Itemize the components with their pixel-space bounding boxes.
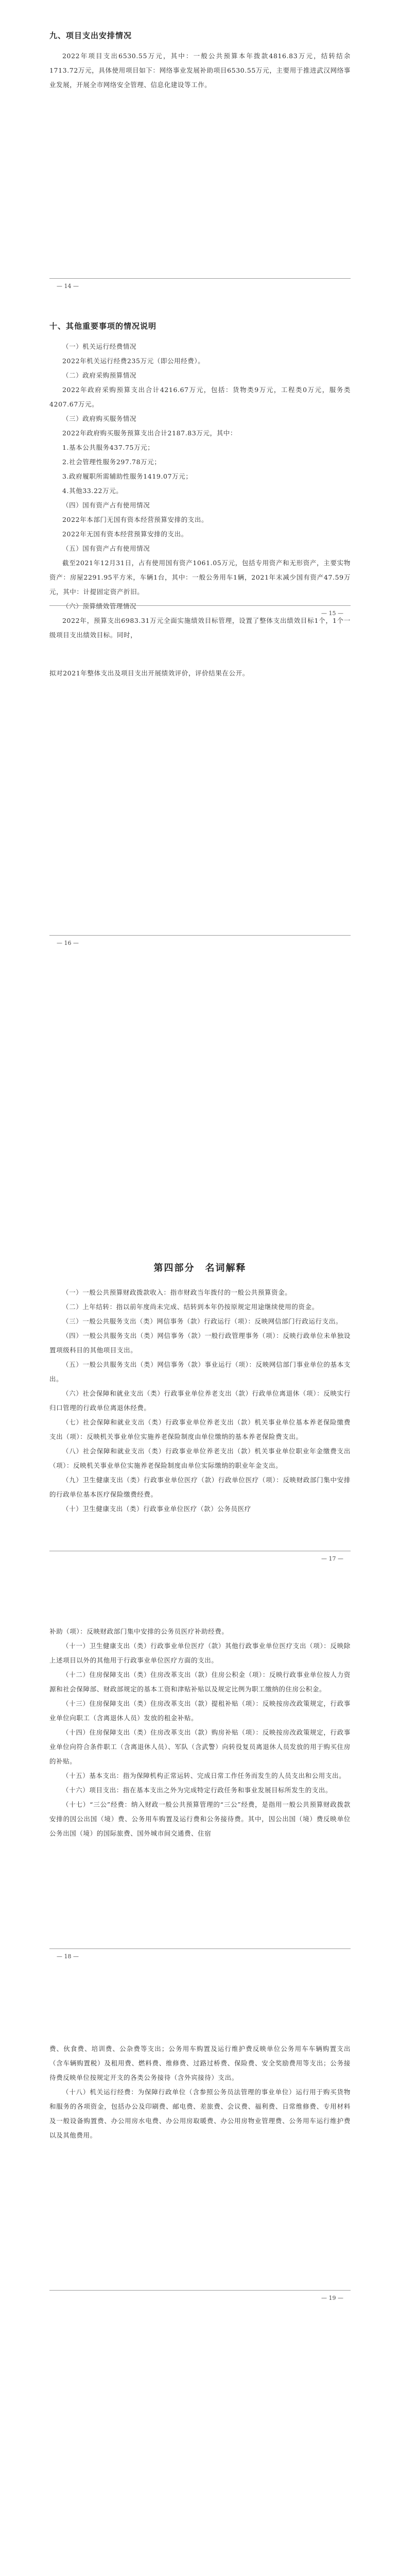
paragraph: （十一）卫生健康支出（类）行政事业单位医疗（款）其他行政事业单位医疗支出（项）：反映除上述项目以外的其他用于行政事业单位医疗方面的支出。 — [49, 1642, 351, 1664]
paragraph: 补助（项）：反映财政部门集中安排的公务员医疗补助经费。 — [49, 1628, 229, 1635]
paragraph: （一）一般公共预算财政拨款收入：指市财政当年拨付的一般公共预算资金。 — [62, 1289, 292, 1296]
page-footer-17 — [49, 1551, 351, 1563]
paragraph: （五）国有资产占有使用情况 — [62, 545, 150, 552]
paragraph: 2022年政府采购预算支出合计4216.67万元，包括：货物类9万元，工程类0万元，服务类4207.67万元。 — [49, 386, 351, 408]
paragraph: （十）卫生健康支出（类）行政事业单位医疗（款）公务员医疗 — [62, 1505, 251, 1513]
paragraph: （六）社会保障和就业支出（类）行政事业单位养老支出（款）行政单位离退休（项）：反映实行归口管理的行政单位离退休经费。 — [49, 1389, 351, 1412]
part-title-glossary: 第四部分 名词解释 — [153, 1263, 247, 1274]
paragraph: 2022年项目支出6530.55万元，其中：一般公共预算本年拨款4816.83万元，结转结余1713.72万元，具体使用项目如下：网络事业发展补助项目6530.55万元，主要用于推进武汉网络事业发展，开展全市网络安全管理、信息化建设等工作。 — [49, 52, 351, 89]
paragraph: （二）上年结转：指以前年度尚未完成、结转到本年仍按原规定用途继续使用的资金。 — [62, 1303, 319, 1311]
paragraph: （四）国有资产占有使用情况 — [62, 501, 150, 509]
document-page-16 — [0, 662, 400, 930]
page-footer-18 — [49, 1948, 351, 1960]
paragraph: （三）一般公共服务支出（类）网信事务（款）行政运行（项）：反映网信部门行政运行支出。 — [62, 1317, 342, 1325]
paragraph: （一）机关运行经费情况 — [62, 343, 137, 350]
document-page-17 — [0, 1255, 400, 1543]
paragraph: （四）一般公共服务支出（类）网信事务（款）一般行政管理事务（项）：反映行政单位未单独设置项级科目的其他项目支出。 — [49, 1332, 351, 1354]
page-number: — 15 — — [321, 610, 343, 617]
paragraph: （三）政府购买服务情况 — [62, 415, 137, 422]
paragraph: （十三）住房保障支出（类）住房改革支出（款）提租补贴（项）：反映按房改政策规定，行政事业单位向职工（含离退休人员）发放的租金补贴。 — [49, 1700, 351, 1722]
page-number: — 16 — — [57, 940, 79, 946]
paragraph: 2022年政府购买服务预算支出合计2187.83万元，其中： — [62, 429, 237, 437]
paragraph: 截至2021年12月31日，占有使用国有资产1061.05万元，包括专用资产和无形资产，主要实物资产：房屋2291.95平方米，车辆1台，其中：一般公务用车1辆，2021年末减少国有资产47.59万元，其中：计提固定资产折旧。 — [49, 559, 351, 596]
paragraph: 拟对2021年整体支出及项目支出开展绩效评价，评价结果在公开。 — [49, 669, 249, 677]
paragraph: （十七）“三公”经费：纳入财政一般公共预算管理的“三公”经费，是指用一般公共预算财政拨款安排的因公出国（境）费、公务用车购置及运行费和公务接待费。其中，因公出国（境）费反映单位公务出国（境）的国际旅费、国外城市间交通费、住宿 — [49, 1801, 351, 1837]
paragraph: 4.其他33.22万元。 — [62, 487, 123, 495]
paragraph: （十二）住房保障支出（类）住房改革支出（款）住房公积金（项）：反映行政事业单位按人力资源和社会保障部、财政部规定的基本工资和津贴补贴以及规定比例为职工缴纳的住房公积金。 — [49, 1671, 351, 1693]
document-page-19 — [0, 2032, 400, 2239]
paragraph: （十五）基本支出：指为保障机构正常运转、完成日常工作任务而发生的人员支出和公用支出。 — [62, 1772, 346, 1780]
paragraph: （二）政府采购预算情况 — [62, 371, 137, 379]
paragraph: （九）卫生健康支出（类）行政事业单位医疗（款）行政单位医疗（项）：反映财政部门集中安排的行政单位基本医疗保险缴费经费。 — [49, 1476, 351, 1498]
paragraph: 2022年本部门无国有资本经营预算安排的支出。 — [62, 516, 208, 523]
document-page-14 — [0, 0, 400, 268]
paragraph: 费、伙食费、培训费、公杂费等支出；公务用车购置及运行维护费反映单位公务用车车辆购置支出（含车辆购置税）及租用费、燃料费、维修费、过路过桥费、保险费、安全奖励费用等支出；公务接待费反映单位按规定开支的各类公务接待（含外宾接待）支出。 — [49, 2045, 351, 2081]
paragraph: （五）一般公共服务支出（类）网信事务（款）事业运行（项）：反映网信部门事业单位的基本支出。 — [49, 1361, 351, 1383]
paragraph: （八）社会保障和就业支出（类）行政事业单位养老支出（款）机关事业单位职业年金缴费支出（项）：反映机关事业单位实施养老保险制度由单位实际缴纳的职业年金支出。 — [49, 1447, 351, 1469]
paragraph: （六）预算绩效管理情况 — [62, 602, 137, 610]
page-footer-16 — [49, 935, 351, 947]
document-page-18 — [0, 1615, 400, 1940]
page-number: — 14 — — [57, 283, 79, 290]
paragraph: 3.政府履职所需辅助性服务1419.07万元； — [62, 472, 193, 480]
page-number: — 18 — — [57, 1953, 79, 1960]
paragraph: 2.社会管理性服务297.78万元； — [62, 458, 161, 466]
page-footer-19 — [49, 2290, 351, 2302]
paragraph: （十四）住房保障支出（类）住房改革支出（款）购房补贴（项）：反映按房改政策规定，行政事业单位向符合条件职工（含离退休人员）、军队（含武警）向转役复员离退休人员发放的用于购买住房的补贴。 — [49, 1728, 351, 1765]
paragraph: 1.基本公共服务437.75万元； — [62, 444, 154, 451]
page-number: — 19 — — [321, 2295, 343, 2301]
section-title-project-expenditure: 九、项目支出安排情况 — [49, 31, 132, 40]
paragraph: （七）社会保障和就业支出（类）行政事业单位养老支出（款）机关事业单位基本养老保险缴费支出（项）：反映机关事业单位实施养老保险制度由单位缴纳的基本养老保险费支出。 — [49, 1418, 351, 1440]
paragraph: （十六）项目支出：指在基本支出之外为完成特定行政任务和事业发展目标所发生的支出。 — [62, 1786, 333, 1794]
page-footer-14 — [49, 278, 351, 290]
paragraph: 2022年，预算支出6983.31万元全面实施绩效目标管理，设置了整体支出绩效目标1个，1个一级项目支出绩效目标。同时， — [49, 617, 351, 639]
page-number: — 17 — — [321, 1555, 343, 1562]
section-title-other-matters: 十、其他重要事项的情况说明 — [49, 321, 157, 331]
paragraph: 2022年无国有资本经营预算安排的支出。 — [62, 530, 188, 538]
paragraph: （十八）机关运行经费：为保障行政单位（含参照公务员法管理的事业单位）运行用于购买货物和服务的各项资金，包括办公及印刷费、邮电费、差旅费、会议费、福利费、日常维修费、专用材料及一般设备购置费、办公用房水电费、办公用房取暖费、办公用房物业管理费、公务用车运行维护费以及其他费用。 — [49, 2088, 351, 2139]
paragraph: 2022年机关运行经费235万元（即公用经费）。 — [62, 357, 205, 365]
page-footer-15 — [49, 605, 351, 617]
